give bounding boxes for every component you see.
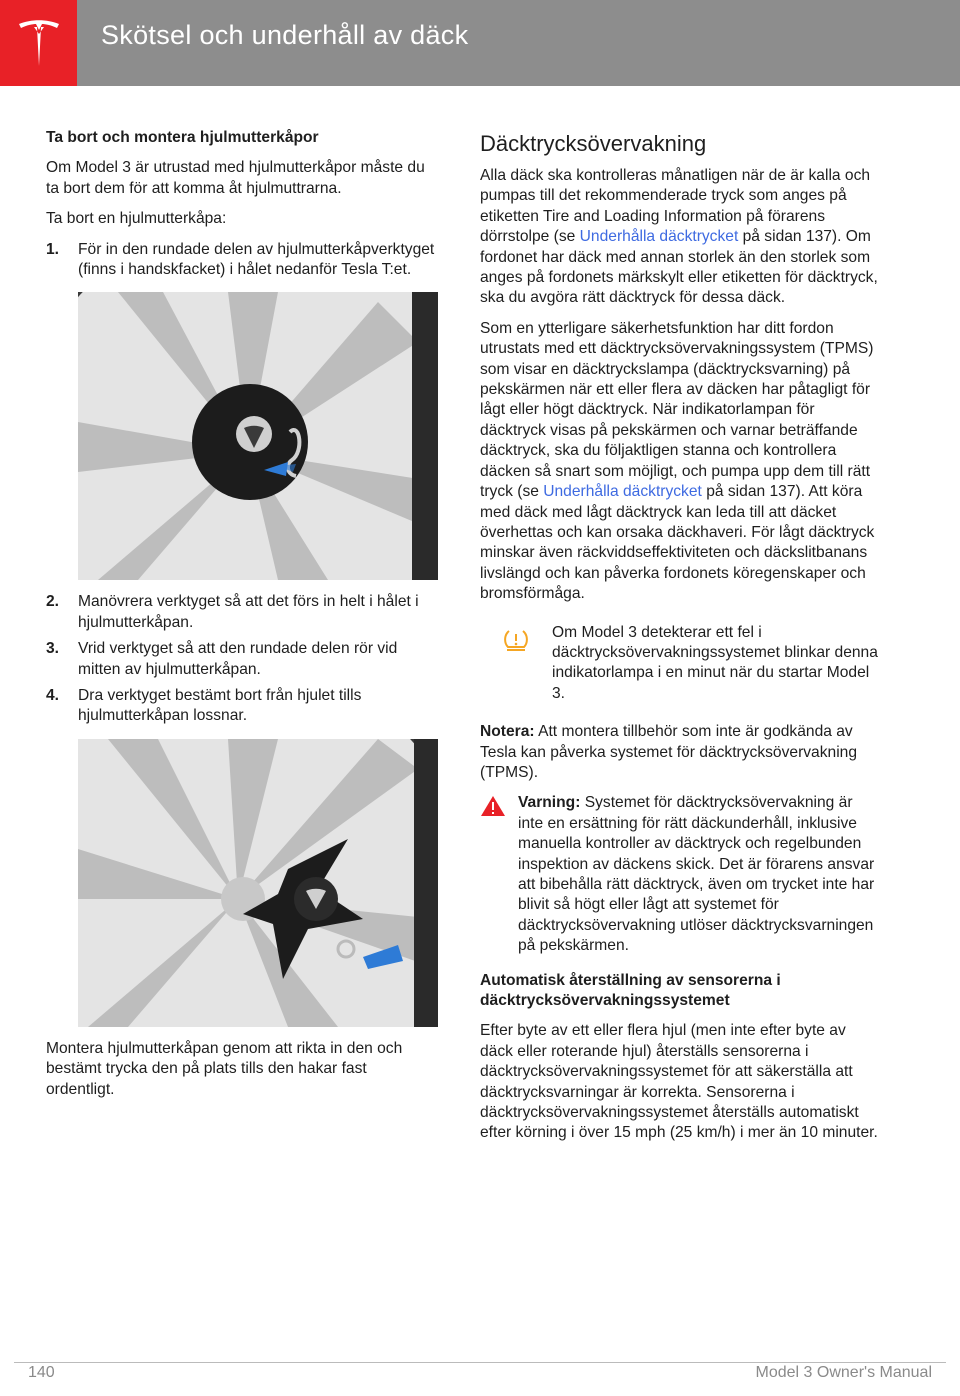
reset-paragraph: Efter byte av ett eller flera hjul (men inte efter byte av däck eller roterande hjul) återställs sensorerna i däcktrycksövervakningssystemet för att säkerställa att däcktrycksvarningar är korrekta. Sensorerna i däcktrycksövervakningssystemet återställs automatiskt efter körning i över 15 mph (25 km/h) i mer än 10 minuter. — [480, 1022, 878, 1142]
page-header — [0, 0, 960, 86]
warning-callout — [480, 793, 878, 956]
page-number: 140 — [28, 1364, 55, 1381]
tire-pressure-link[interactable]: Underhålla däcktrycket — [579, 228, 739, 246]
section-heading-wheel-caps: Ta bort och montera hjulmutterkåpor — [46, 129, 319, 146]
manual-title: Model 3 Owner's Manual — [755, 1364, 932, 1381]
tpms-indicator-note — [480, 623, 878, 705]
steps-list-b — [46, 592, 438, 726]
indicator-text: Om Model 3 detekterar ett fel i däcktrycksövervakningssystemet blinkar denna indikatorlampa i en minut när du startar Model 3. — [552, 623, 878, 702]
install-paragraph: Montera hjulmutterkåpan genom att rikta in den och bestämt trycka den på plats tills den hakar fast ordentligt. — [46, 1039, 403, 1098]
lead-paragraph: Ta bort en hjulmutterkåpa: — [46, 210, 227, 228]
section-heading-auto-reset: Automatisk återställning av sensorerna i däcktrycksövervakningssystemet — [480, 971, 781, 1010]
note-paragraph: Notera: Att montera tillbehör som inte är godkända av Tesla kan påverka systemet för däcktrycksövervakning (TPMS). — [480, 723, 858, 781]
wheel-cap-figure-1 — [78, 292, 438, 580]
step-item: 4. Dra verktyget bestämt bort från hjulet tills hjulmutterkåpan lossnar. — [46, 687, 362, 725]
left-column — [46, 128, 438, 1110]
step-item: 3. Vrid verktyget så att den rundade delen rör vid mitten av hjulmutterkåpan. — [46, 640, 398, 678]
intro-paragraph: Om Model 3 är utrustad med hjulmutterkåpor måste du ta bort dem för att komma åt hjulmuttrarna. — [46, 159, 425, 197]
step-item: 1. För in den rundade delen av hjulmutterkåpverktyget (finns i handskfacket) i hålet nedanför Tesla T:et. — [46, 240, 435, 279]
steps-list-a — [46, 240, 438, 281]
footer-divider — [14, 1362, 946, 1363]
tire-pressure-link[interactable]: Underhålla däcktrycket — [543, 483, 702, 501]
warning-triangle-icon — [480, 793, 518, 823]
section-title-tpms: Däcktrycksövervakning — [480, 131, 707, 156]
right-column — [480, 128, 878, 1154]
tpms-paragraph-2: Som en ytterligare säkerhetsfunktion har ditt fordon utrustats med ett däcktrycksövervakningssystem (TPMS) som visar en däcktryckslampa (däcktrycksvarning) på pekskärmen när ett eller flera av däcken har påtagligt för lågt eller högt däcktryck. När indikatorlampan för däcktryck visas på pekskärmen och varnar beträffande däcktryck, ska du följaktligen stanna och kontrollera däcken så snart som möjligt, och pumpa upp dem till rätt tryck (se Underhålla däcktrycket på sidan 137). Att köra med däck med lågt däcktryck kan leda till att däcket överhettas och kan orsaka däckhaveri. För lågt däcktryck minskar även räckviddseffektiviteten och däckslitbanans livslängd och kan påverka fordonets köregenskaper och bromsförmåga. — [480, 319, 875, 603]
tpms-warning-icon — [480, 623, 552, 651]
page-title: Skötsel och underhåll av däck — [101, 20, 469, 50]
step-item: 2. Manövrera verktyget så att det förs in helt i hålet i hjulmutterkåpan. — [46, 593, 419, 631]
tpms-paragraph-1: Alla däck ska kontrolleras månatligen när de är kalla och pumpas till det rekommenderade tryck som anges på etiketten Tire and Loading Information på förarens dörrstolpe (se Underhålla däcktrycket på sidan 137). Om fordonet har däck med annan storlek än den storlek som anges på fordonets märkskylt eller etiketten för däcktryck, ska du avgöra rätt däcktryck för dessa däck. — [480, 167, 878, 307]
tesla-logo-box — [0, 0, 77, 86]
tesla-logo-icon — [17, 18, 61, 68]
warning-text: Varning: Systemet för däcktrycksövervakning är inte en ersättning för rätt däckunderhåll, inklusive manuella kontroller av däcktryck och regelbunden inspektion av däckens skick. Det är förarens ansvar att bibehålla rätt däcktryck, även om trycket inte har blivit så högt eller lågt att systemet för däcktrycksövervakning utlöser däcktrycksvarningen på pekskärmen. — [518, 794, 875, 955]
wheel-cap-figure-2 — [78, 739, 438, 1027]
